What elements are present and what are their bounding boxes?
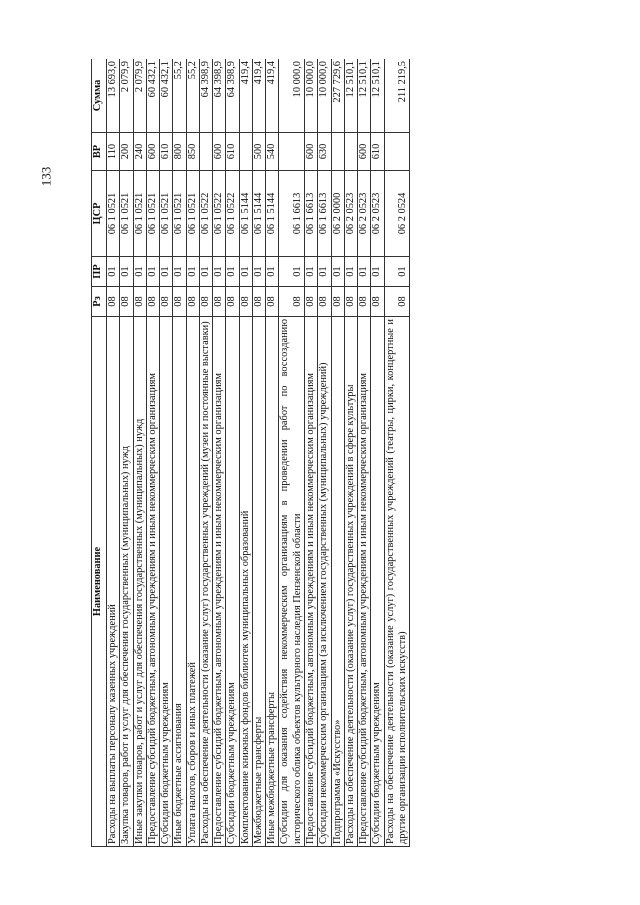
table-row	[146, 59, 159, 847]
cell-rz: 08	[226, 287, 239, 317]
cell-rz: 08	[173, 287, 186, 317]
cell-sum: 12 510,1	[358, 59, 371, 133]
cell-rz: 08	[304, 287, 317, 317]
cell-rz: 08	[318, 287, 331, 317]
rotated-page-content	[91, 59, 600, 847]
header-name: Наименование	[92, 317, 107, 847]
cell-rz: 08	[331, 287, 344, 317]
cell-name: Закупка товаров, работ и услуг для обеспечения государственных (муниципальных) нужд	[120, 317, 133, 847]
cell-csr: 06 1 0521	[120, 171, 133, 257]
table-row	[199, 59, 212, 847]
cell-rz: 08	[239, 287, 252, 317]
cell-pr: 01	[266, 257, 279, 287]
cell-csr: 06 1 6613	[318, 171, 331, 257]
header-sum: Сумма	[92, 59, 107, 133]
table-row	[266, 59, 279, 847]
cell-sum: 13 693,0	[107, 59, 120, 133]
budget-table	[91, 59, 410, 847]
header-vr: ВР	[92, 133, 107, 171]
table-row	[120, 59, 133, 847]
cell-name: Предоставление субсидий бюджетным, автономным учреждениям и иным некоммерческим организациям	[213, 317, 226, 847]
cell-pr: 01	[173, 257, 186, 287]
cell-name: Субсидии бюджетным учреждениям	[226, 317, 239, 847]
cell-rz: 08	[107, 287, 120, 317]
cell-pr: 01	[199, 257, 212, 287]
cell-name: Расходы на выплаты персоналу казенных учреждений	[107, 317, 120, 847]
cell-vr: 600	[358, 133, 371, 171]
table-row	[186, 59, 199, 847]
table-row	[239, 59, 252, 847]
cell-pr: 01	[358, 257, 371, 287]
cell-pr: 01	[239, 257, 252, 287]
cell-csr: 06 2 0523	[371, 171, 384, 257]
cell-name: Межбюджетные трансферты	[252, 317, 265, 847]
cell-csr: 06 1 5144	[266, 171, 279, 257]
cell-sum: 64 398,9	[213, 59, 226, 133]
table-row	[173, 59, 186, 847]
cell-vr	[384, 133, 410, 171]
cell-pr: 01	[213, 257, 226, 287]
cell-pr: 01	[186, 257, 199, 287]
cell-csr: 06 1 5144	[252, 171, 265, 257]
cell-name: Расходы на обеспечение деятельности (оказание услуг) государственных учреждений (театры, цирки, концертные и другие организации исполнительских искусств)	[384, 317, 410, 847]
cell-rz: 08	[266, 287, 279, 317]
cell-sum: 10 000,0	[304, 59, 317, 133]
cell-name: Расходы на обеспечение деятельности (оказание услуг) государственных учреждений в сфере культуры	[344, 317, 357, 847]
cell-rz: 08	[120, 287, 133, 317]
table-row	[304, 59, 317, 847]
table-row	[344, 59, 357, 847]
cell-csr: 06 1 5144	[239, 171, 252, 257]
cell-name: Предоставление субсидий бюджетным, автономным учреждениям и иным некоммерческим организациям	[358, 317, 371, 847]
cell-sum: 60 432,1	[160, 59, 173, 133]
cell-csr: 06 1 0521	[186, 171, 199, 257]
cell-sum: 64 398,9	[199, 59, 212, 133]
cell-pr: 01	[344, 257, 357, 287]
cell-rz: 08	[252, 287, 265, 317]
cell-vr: 610	[226, 133, 239, 171]
cell-csr: 06 1 0521	[107, 171, 120, 257]
header-pr: ПР	[92, 257, 107, 287]
cell-name: Предоставление субсидий бюджетным, автономным учреждениям и иным некоммерческим организациям	[304, 317, 317, 847]
cell-vr	[279, 133, 305, 171]
cell-name: Иные межбюджетные трансферты	[266, 317, 279, 847]
cell-name: Субсидии бюджетным учреждениям	[160, 317, 173, 847]
cell-name: Уплата налогов, сборов и иных платежей	[186, 317, 199, 847]
cell-pr: 01	[160, 257, 173, 287]
cell-vr: 540	[266, 133, 279, 171]
table-rotator	[91, 59, 600, 847]
cell-vr: 800	[173, 133, 186, 171]
cell-pr: 01	[371, 257, 384, 287]
cell-csr: 06 2 0524	[384, 171, 410, 257]
cell-sum: 55,2	[173, 59, 186, 133]
cell-vr: 200	[120, 133, 133, 171]
cell-csr: 06 1 6613	[279, 171, 305, 257]
cell-sum: 55,2	[186, 59, 199, 133]
cell-pr: 01	[279, 257, 305, 287]
table-row	[371, 59, 384, 847]
cell-pr: 01	[146, 257, 159, 287]
cell-name: Субсидии для оказания содействия некоммерческим организациям в проведении работ по воссозданию исторического облика объектов культурного наследия Пензенской области	[279, 317, 305, 847]
cell-csr: 06 1 0522	[226, 171, 239, 257]
cell-name: Предоставление субсидий бюджетным, автономным учреждениям и иным некоммерческим организациям	[146, 317, 159, 847]
cell-pr: 01	[226, 257, 239, 287]
table-row	[358, 59, 371, 847]
cell-pr: 01	[384, 257, 410, 287]
cell-sum: 227 729,6	[331, 59, 344, 133]
header-rz: Рз	[92, 287, 107, 317]
page-number: 133	[38, 166, 54, 187]
cell-pr: 01	[107, 257, 120, 287]
table-row	[252, 59, 265, 847]
header-csr: ЦСР	[92, 171, 107, 257]
cell-vr: 630	[318, 133, 331, 171]
cell-sum: 60 432,1	[146, 59, 159, 133]
table-row	[331, 59, 344, 847]
cell-rz: 08	[213, 287, 226, 317]
cell-vr	[239, 133, 252, 171]
cell-sum: 64 398,9	[226, 59, 239, 133]
cell-vr: 500	[252, 133, 265, 171]
cell-rz: 08	[186, 287, 199, 317]
cell-csr: 06 1 0522	[213, 171, 226, 257]
cell-csr: 06 1 0521	[160, 171, 173, 257]
cell-name: Подпрограмма «Искусство»	[331, 317, 344, 847]
table-row	[318, 59, 331, 847]
cell-sum: 419,4	[266, 59, 279, 133]
cell-vr: 610	[371, 133, 384, 171]
cell-rz: 08	[384, 287, 410, 317]
table-body	[107, 59, 410, 847]
cell-name: Иные закупки товаров, работ и услуг для обеспечения государственных (муниципальных) нужд	[133, 317, 146, 847]
cell-pr: 01	[331, 257, 344, 287]
cell-pr: 01	[304, 257, 317, 287]
cell-sum: 2 079,9	[133, 59, 146, 133]
cell-name: Расходы на обеспечение деятельности (оказание услуг) государственных учреждений (музеи и постоянные выставки)	[199, 317, 212, 847]
cell-rz: 08	[279, 287, 305, 317]
cell-sum: 2 079,9	[120, 59, 133, 133]
cell-rz: 08	[371, 287, 384, 317]
cell-sum: 12 510,1	[371, 59, 384, 133]
table-row	[226, 59, 239, 847]
table-row	[133, 59, 146, 847]
cell-csr: 06 2 0000	[331, 171, 344, 257]
cell-rz: 08	[344, 287, 357, 317]
cell-sum: 12 510,1	[344, 59, 357, 133]
cell-sum: 419,4	[252, 59, 265, 133]
cell-name: Иные бюджетные ассигнования	[173, 317, 186, 847]
cell-csr: 06 1 0521	[173, 171, 186, 257]
cell-sum: 419,4	[239, 59, 252, 133]
cell-pr: 01	[252, 257, 265, 287]
cell-csr: 06 1 6613	[304, 171, 317, 257]
cell-csr: 06 2 0523	[344, 171, 357, 257]
cell-sum: 10 000,0	[279, 59, 305, 133]
cell-rz: 08	[160, 287, 173, 317]
cell-name: Субсидии некоммерческим организациям (за исключением государственных (муниципальных) учреждений)	[318, 317, 331, 847]
cell-rz: 08	[199, 287, 212, 317]
cell-pr: 01	[120, 257, 133, 287]
cell-name: Комплектование книжных фондов библиотек муниципальных образований	[239, 317, 252, 847]
table-header-row	[92, 59, 107, 847]
cell-vr: 240	[133, 133, 146, 171]
table-row	[213, 59, 226, 847]
cell-csr: 06 1 0522	[199, 171, 212, 257]
table-row	[384, 59, 410, 847]
cell-vr	[199, 133, 212, 171]
cell-rz: 08	[146, 287, 159, 317]
cell-sum: 211 219,5	[384, 59, 410, 133]
cell-vr: 600	[146, 133, 159, 171]
cell-vr	[344, 133, 357, 171]
cell-vr: 600	[304, 133, 317, 171]
cell-csr: 06 1 0521	[146, 171, 159, 257]
cell-pr: 01	[318, 257, 331, 287]
cell-vr: 600	[213, 133, 226, 171]
cell-pr: 01	[133, 257, 146, 287]
cell-rz: 08	[133, 287, 146, 317]
cell-name: Субсидии бюджетным учреждениям	[371, 317, 384, 847]
cell-sum: 10 000,0	[318, 59, 331, 133]
table-row	[107, 59, 120, 847]
cell-csr: 06 2 0523	[358, 171, 371, 257]
cell-vr: 110	[107, 133, 120, 171]
table-row	[160, 59, 173, 847]
cell-vr	[331, 133, 344, 171]
table-row	[279, 59, 305, 847]
cell-rz: 08	[358, 287, 371, 317]
cell-vr: 850	[186, 133, 199, 171]
cell-vr: 610	[160, 133, 173, 171]
cell-csr: 06 1 0521	[133, 171, 146, 257]
